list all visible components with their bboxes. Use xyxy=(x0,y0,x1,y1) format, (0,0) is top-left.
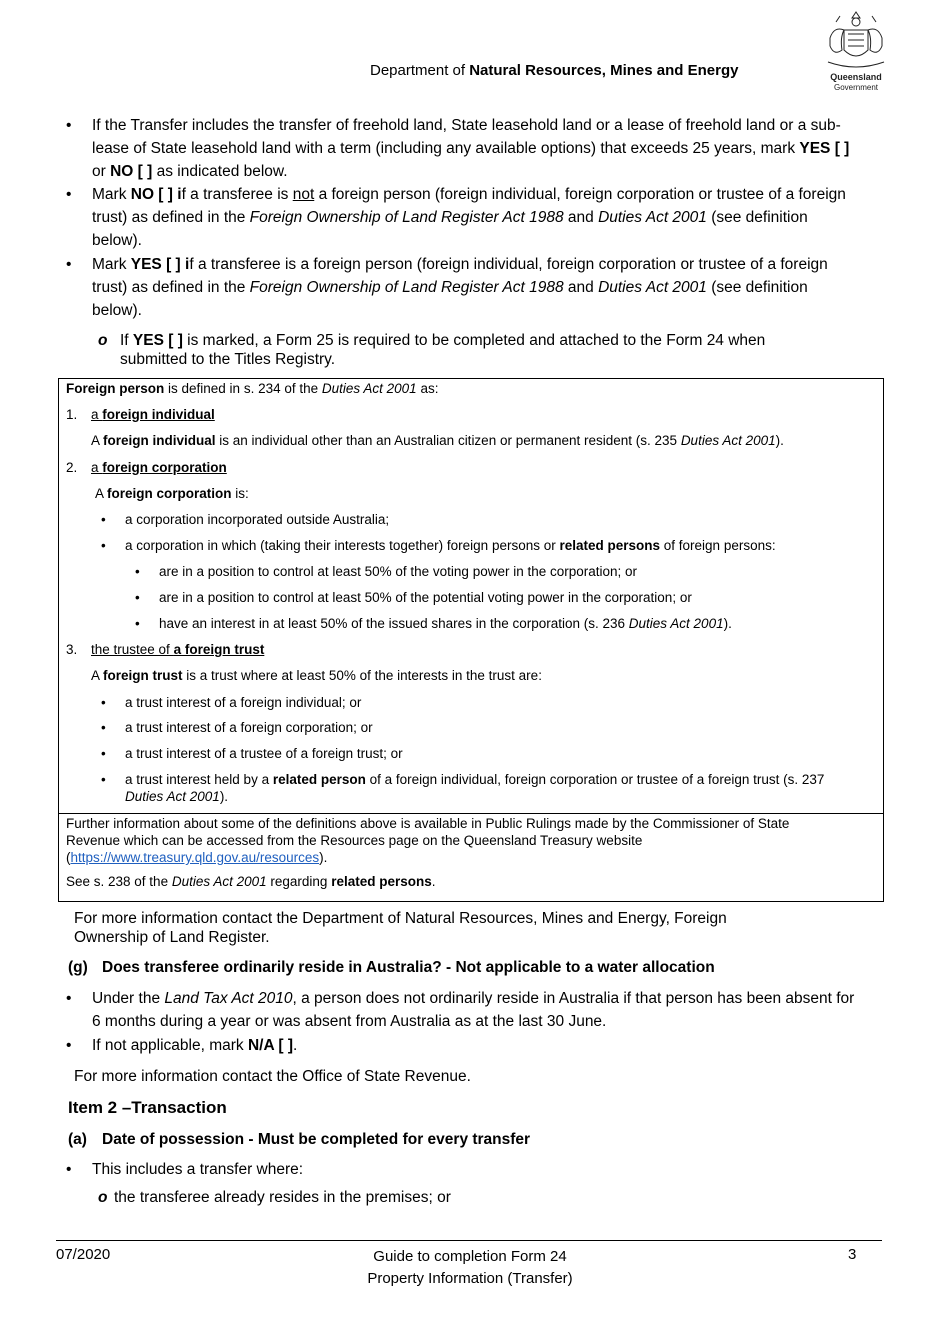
foreign-individual-definition: A foreign individual is an individual other than an Australian citizen or permanent resident (s. 235 Duties Act 2001). xyxy=(91,433,784,448)
bullet-icon: • xyxy=(66,186,72,203)
footer-date: 07/2020 xyxy=(56,1246,111,1263)
department-prefix: Department of xyxy=(370,62,470,79)
bullet-icon: • xyxy=(101,746,106,761)
section-g-label: (g) xyxy=(68,959,88,976)
item-number-3: 3. xyxy=(66,642,78,657)
bullet-transfer-includes: • This includes a transfer where: xyxy=(66,1158,886,1181)
bullet-land-tax: • Under the Land Tax Act 2010, a person does not ordinarily reside in Australia if that person has been absent for 6 months during a year or was absent from Australia as at the last 30 June. xyxy=(66,987,886,1033)
bullet-icon: • xyxy=(135,590,140,605)
bullet-icon: • xyxy=(66,256,72,273)
bullet-mark-yes: • Mark YES [ ] if a transferee is a foreign person (foreign individual, foreign corporation or trustee of a foreign trust) as defined in the Foreign Ownership of Land Register Act 1988 and Duties Act 2001 (see definition below). xyxy=(66,253,886,322)
bullet-icon: • xyxy=(66,1161,72,1178)
sub-bullet-form25: o If YES [ ] is marked, a Form 25 is required to be completed and attached to the Form 24 when submitted to the Titles Registry. xyxy=(98,332,766,368)
bullet-icon: • xyxy=(66,990,72,1007)
further-information: Further information about some of the definitions above is available in Public Rulings made by the Commissioner of State Revenue which can be accessed from the Resources page on the Queensland Treasury website (https://www.treasury.qld.gov.au/resources). xyxy=(66,816,790,865)
item-number-1: 1. xyxy=(66,407,78,422)
bullet-icon: • xyxy=(101,720,106,735)
foreign-trust-definition: A foreign trust is a trust where at least 50% of the interests in the trust are: xyxy=(91,668,542,683)
bullet-freehold: • If the Transfer includes the transfer of freehold land, State leasehold land or a lease of freehold land or a sub- lease of State leasehold land with a term (including any available options) that exceeds 25 years, mark YES [ ] or NO [ ] as indicated below. xyxy=(66,114,886,183)
corp-subitem-3: have an interest in at least 50% of the issued shares in the corporation (s. 236 Duties Act 2001). xyxy=(159,616,732,631)
definition-intro: Foreign person is defined in s. 234 of the Duties Act 2001 as: xyxy=(66,381,439,396)
bullet-icon: • xyxy=(101,695,106,710)
sub-bullet-resides: o the transferee already resides in the premises; or xyxy=(98,1189,451,1206)
crest-icon xyxy=(820,8,892,96)
foreign-ownership-contact: For more information contact the Department of Natural Resources, Mines and Energy, Foreign Ownership of Land Register. xyxy=(74,910,727,946)
sub-bullet-icon: o xyxy=(98,1189,108,1206)
bullet-icon: • xyxy=(101,538,106,553)
bullet-not-applicable: • If not applicable, mark N/A [ ]. xyxy=(66,1034,886,1057)
bullet-icon: • xyxy=(135,564,140,579)
foreign-corporation-definition: A foreign corporation is: xyxy=(95,486,249,501)
foreign-person-definition-box xyxy=(58,378,884,902)
department-name: Natural Resources, Mines and Energy xyxy=(469,62,739,79)
trust-item-1: a trust interest of a foreign individual; or xyxy=(125,695,362,710)
box-divider xyxy=(59,813,883,814)
bullet-icon: • xyxy=(66,1037,72,1054)
bullet-icon: • xyxy=(66,117,72,134)
bullet-icon: • xyxy=(101,772,106,787)
osr-contact: For more information contact the Office of State Revenue. xyxy=(74,1068,471,1085)
footer-rule xyxy=(56,1240,882,1241)
trust-item-4: a trust interest held by a related person of a foreign individual, foreign corporation or trustee of a foreign trust (s. 237 Duties Act 2001). xyxy=(125,772,825,804)
footer-title: Guide to completion Form 24 Property Information (Transfer) xyxy=(367,1248,573,1287)
corp-item-1: a corporation incorporated outside Australia; xyxy=(125,512,390,527)
item-number-2: 2. xyxy=(66,460,78,475)
footer-page-number: 3 xyxy=(848,1246,857,1263)
bullet-mark-no: • Mark NO [ ] if a transferee is not a foreign person (foreign individual, foreign corporation or trustee of a foreign trust) as defined in the Foreign Ownership of Land Register Act 1988 and Duties Act 2001 (see definition below). xyxy=(66,183,886,252)
treasury-resources-link[interactable]: https://www.treasury.qld.gov.au/resources xyxy=(70,850,320,865)
queensland-government-logo xyxy=(820,8,892,96)
foreign-corporation-heading: a foreign corporation xyxy=(91,460,227,475)
bullet-icon: • xyxy=(101,512,106,527)
trust-item-3: a trust interest of a trustee of a foreign trust; or xyxy=(125,746,403,761)
corp-subitem-2: are in a position to control at least 50% of the potential voting power in the corporation; or xyxy=(159,590,692,605)
sub-bullet-icon: o xyxy=(98,332,108,349)
corp-item-2: a corporation in which (taking their interests together) foreign persons or related persons of foreign persons: xyxy=(125,538,776,553)
item-2-heading: Item 2 –Transaction xyxy=(68,1098,227,1117)
corp-subitem-1: are in a position to control at least 50% of the voting power in the corporation; or xyxy=(159,564,638,579)
section-a-label: (a) xyxy=(68,1131,87,1148)
related-persons-note: See s. 238 of the Duties Act 2001 regarding related persons. xyxy=(66,874,436,889)
department-heading xyxy=(370,62,738,79)
section-g-title: Does transferee ordinarily reside in Australia? - Not applicable to a water allocation xyxy=(102,959,715,976)
section-a-title: Date of possession - Must be completed for every transfer xyxy=(102,1131,531,1148)
foreign-trust-heading: the trustee of a foreign trust xyxy=(91,642,265,657)
svg-text:Queensland: Queensland xyxy=(830,72,882,82)
foreign-individual-heading: a foreign individual xyxy=(91,407,215,422)
bullet-icon: • xyxy=(135,616,140,631)
svg-text:Government: Government xyxy=(833,83,879,92)
trust-item-2: a trust interest of a foreign corporation; or xyxy=(125,720,373,735)
